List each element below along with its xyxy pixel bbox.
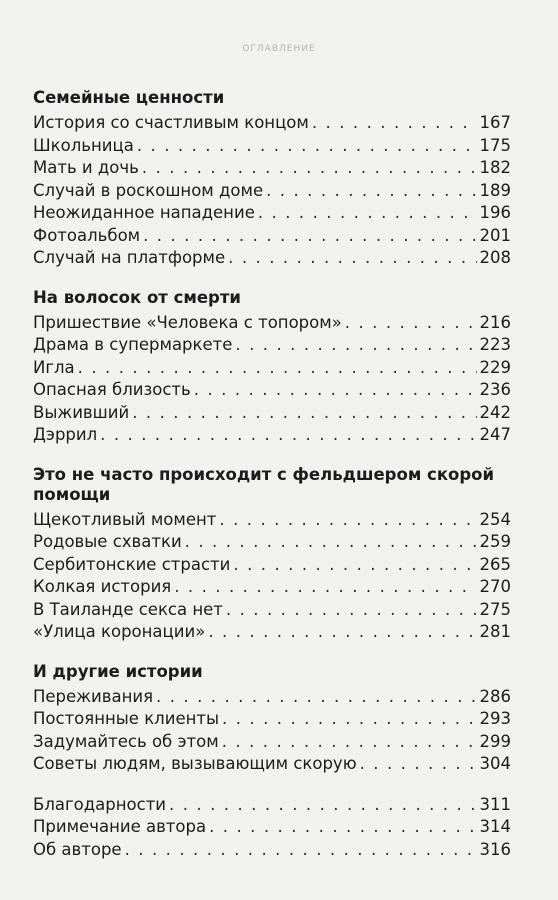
entry-title: Фотоальбом [33,225,141,245]
leader-dots [360,753,477,776]
toc-entry[interactable] [33,839,511,862]
toc-entry[interactable] [33,686,511,709]
entry-title: Случай в роскошном доме [33,180,264,200]
entry-page: 254 [479,509,511,529]
toc-entry[interactable] [33,135,511,158]
entry-page: 175 [479,135,511,155]
leader-dots [137,135,477,158]
entry-title: Выживший [33,402,130,422]
entry-page: 201 [479,225,511,245]
leader-dots [100,424,476,447]
entry-page: 236 [479,380,511,399]
toc-entry[interactable] [33,312,511,335]
entry-page: 265 [479,554,511,574]
toc-entry[interactable] [33,424,511,447]
entry-title: Советы людям, вызывающим скорую [33,754,357,773]
section-title: На волосок от смерти [33,287,241,307]
section-title: Это не часто происходит с фельдшером скорой помощи [33,464,495,504]
toc-entry[interactable] [33,794,511,817]
section-title: Семейные ценности [33,88,225,107]
entry-title: Игла [33,357,75,377]
leader-dots [228,247,476,270]
toc-entry[interactable] [33,157,511,180]
entry-page: 259 [479,532,511,551]
leader-dots [125,839,477,862]
entry-page: 314 [479,817,511,836]
leader-dots [208,621,476,644]
entry-title: Щекотливый момент [33,509,217,529]
toc-entry[interactable] [33,621,511,644]
leader-dots [132,402,476,425]
toc-entry[interactable] [33,576,511,599]
entry-page: 304 [479,754,511,773]
leader-dots [233,554,476,577]
entry-page: 286 [479,686,511,706]
entry-page: 216 [479,312,511,332]
toc-entry[interactable] [33,357,511,380]
entry-title: Дэррил [33,425,98,444]
leader-dots [142,157,477,180]
entry-title: Благодарности [33,794,167,814]
toc-entry[interactable] [33,112,511,135]
leader-dots [143,225,476,248]
toc-entry[interactable] [33,753,511,776]
leader-dots [222,731,477,754]
toc-entry[interactable] [33,225,511,248]
entry-page: 270 [479,577,511,596]
entry-page: 316 [479,839,511,859]
entry-page: 167 [479,113,511,132]
leader-dots [235,334,476,357]
toc-entry[interactable] [33,816,511,839]
leader-dots [209,816,476,839]
entry-page: 293 [479,709,511,728]
entry-title: Родовые схватки [33,532,182,551]
running-header: ОГЛАВЛЕНИЕ [242,44,316,54]
table-of-contents [33,88,511,879]
leader-dots [226,599,477,622]
entry-title: Мать и дочь [33,158,139,177]
toc-section-close-call [33,288,511,447]
entry-page: 311 [479,794,511,814]
leader-dots [266,180,476,203]
toc-entry[interactable] [33,202,511,225]
toc-entry[interactable] [33,334,511,357]
entry-page: 182 [479,158,511,177]
entry-title: Примечание автора [33,817,207,836]
leader-dots [312,112,477,135]
leader-dots [156,686,476,709]
entry-page: 247 [479,425,511,444]
entry-title: Задумайтесь об этом [33,731,219,751]
leader-dots [258,202,477,225]
toc-entry[interactable] [33,708,511,731]
toc-entry[interactable] [33,599,511,622]
toc-entry[interactable] [33,402,511,425]
entry-title: В Таиланде секса нет [33,599,223,619]
entry-title: Школьница [33,135,134,155]
section-title: И другие истории [33,661,203,681]
entry-title: Неожиданное нападение [33,203,255,222]
entry-page: 281 [479,622,511,641]
toc-entry[interactable] [33,731,511,754]
entry-page: 242 [479,402,511,422]
toc-entry[interactable] [33,379,511,402]
toc-entry[interactable] [33,531,511,554]
toc-section-family-values [33,88,511,270]
entry-title: «Улица коронации» [33,622,206,641]
toc-entry[interactable] [33,554,511,577]
entry-title: История со счастливым концом [33,113,309,132]
entry-title: Колкая история [33,577,172,596]
toc-section-other-stories [33,662,511,776]
entry-title: Случай на платформе [33,248,226,267]
leader-dots [78,357,477,380]
leader-dots [345,312,477,335]
entry-page: 223 [479,335,511,354]
entry-page: 229 [479,357,511,377]
entry-title: Сербитонские страсти [33,554,231,574]
entry-title: Драма в супермаркете [33,335,233,354]
leader-dots [185,531,477,554]
entry-page: 299 [479,731,511,751]
leader-dots [169,794,476,817]
entry-page: 196 [479,203,511,222]
leader-dots [222,708,476,731]
toc-section-rare-cases [33,465,511,644]
entry-title: Переживания [33,686,154,706]
entry-title: Пришествие «Человека с топором» [33,312,342,332]
toc-entry[interactable] [33,180,511,203]
toc-section-back-matter [33,794,511,862]
entry-page: 275 [479,599,511,619]
leader-dots [194,379,477,402]
entry-title: Постоянные клиенты [33,709,220,728]
leader-dots [174,576,476,599]
entry-page: 189 [479,180,511,200]
entry-page: 208 [479,248,511,267]
toc-entry[interactable] [33,247,511,270]
entry-title: Опасная близость [33,380,191,399]
entry-title: Об авторе [33,839,122,859]
toc-entry[interactable] [33,509,511,532]
leader-dots [219,509,476,532]
